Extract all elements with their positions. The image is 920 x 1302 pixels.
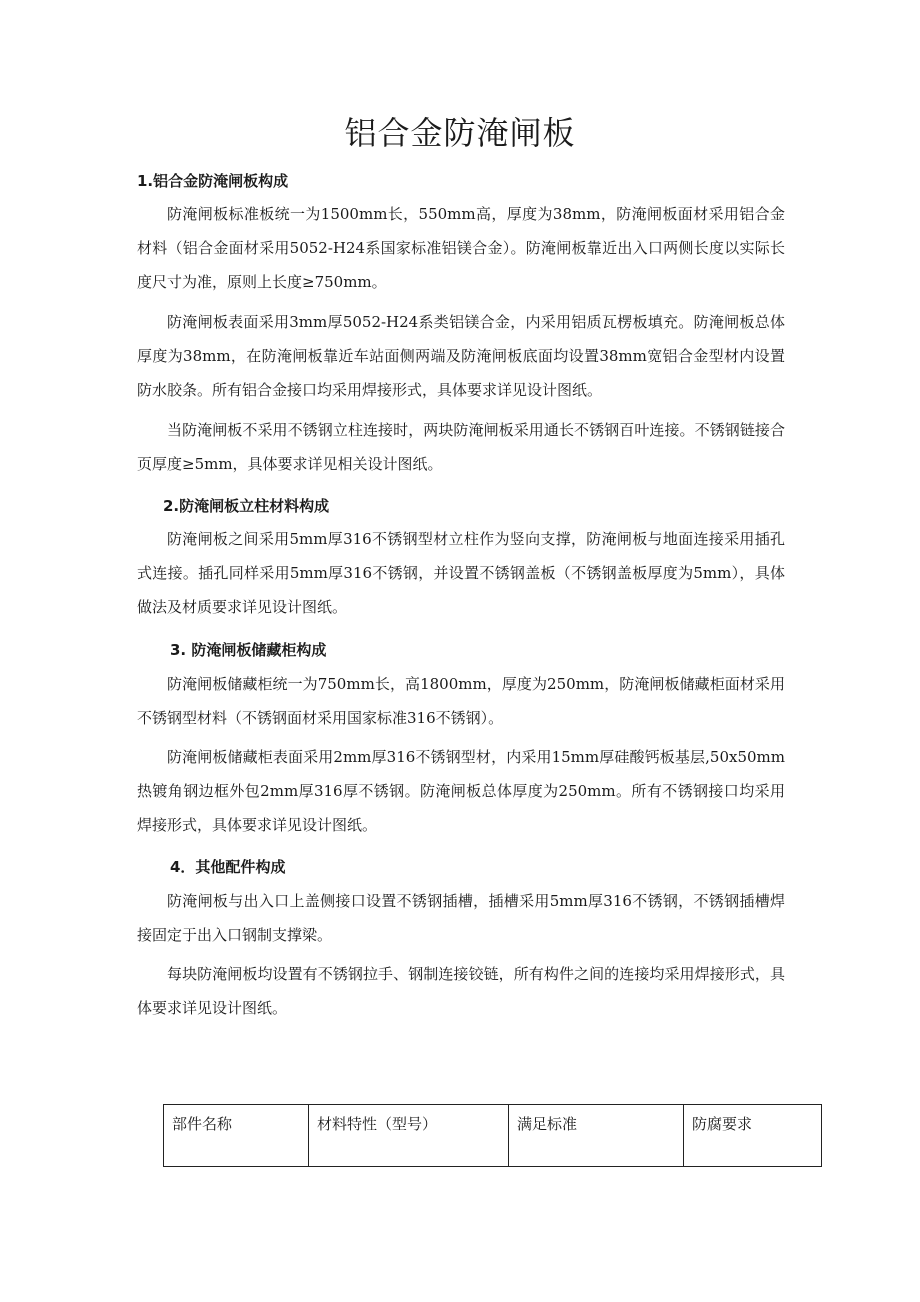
- section-heading-1: 1.铝合金防淹闸板构成: [137, 172, 289, 190]
- parts-table: [163, 1104, 822, 1167]
- paragraph-1-3: 当防淹闸板不采用不锈钢立柱连接时，两块防淹闸板采用通长不锈钢百叶连接。不锈钢链接合页厚度≥5mm，具体要求详见相关设计图纸。: [137, 421, 785, 473]
- section-heading-3: 3. 防淹闸板储藏柜构成: [170, 641, 327, 659]
- table-header-cell: 部件名称: [164, 1105, 309, 1167]
- table-header-cell: 防腐要求: [684, 1105, 822, 1167]
- section-heading-2: 2.防淹闸板立柱材料构成: [163, 497, 330, 515]
- paragraph-1-1: 防淹闸板标准板统一为1500mm长，550mm高，厚度为38mm，防淹闸板面材采用铝合金材料（铝合金面材采用5052-H24系国家标准铝镁合金）。防淹闸板靠近出入口两侧长度以实际长度尺寸为准，原则上长度≥750mm。: [137, 205, 785, 291]
- page-title: 铝合金防淹闸板: [344, 114, 576, 152]
- table-header-cell: 材料特性（型号）: [309, 1105, 509, 1167]
- paragraph-4-2: 每块防淹闸板均设置有不锈钢拉手、钢制连接铰链，所有构件之间的连接均采用焊接形式，具体要求详见设计图纸。: [137, 965, 785, 1017]
- paragraph-3-1: 防淹闸板储藏柜统一为750mm长，高1800mm，厚度为250mm，防淹闸板储藏柜面材采用不锈钢型材料（不锈钢面材采用国家标准316不锈钢）。: [137, 675, 785, 727]
- section-heading-4: 4．其他配件构成: [170, 858, 286, 876]
- paragraph-1-2: 防淹闸板表面采用3mm厚5052-H24系类铝镁合金，内采用铝质瓦楞板填充。防淹闸板总体厚度为38mm，在防淹闸板靠近车站面侧两端及防淹闸板底面均设置38mm宽铝合金型材内设置防水胶条。所有铝合金接口均采用焊接形式，具体要求详见设计图纸。: [137, 313, 785, 399]
- table-header-cell: 满足标准: [509, 1105, 684, 1167]
- paragraph-3-2: 防淹闸板储藏柜表面采用2mm厚316不锈钢型材，内采用15mm厚硅酸钙板基层,50x50mm热镀角钢边框外包2mm厚316厚不锈钢。防淹闸板总体厚度为250mm。所有不锈钢接口均采用焊接形式，具体要求详见设计图纸。: [137, 748, 785, 834]
- paragraph-4-1: 防淹闸板与出入口上盖侧接口设置不锈钢插槽，插槽采用5mm厚316不锈钢，不锈钢插槽焊接固定于出入口钢制支撑梁。: [137, 892, 785, 944]
- table-header-row: [164, 1105, 822, 1167]
- paragraph-2-1: 防淹闸板之间采用5mm厚316不锈钢型材立柱作为竖向支撑，防淹闸板与地面连接采用插孔式连接。插孔同样采用5mm厚316不锈钢，并设置不锈钢盖板（不锈钢盖板厚度为5mm），具体做法及材质要求详见设计图纸。: [137, 530, 785, 616]
